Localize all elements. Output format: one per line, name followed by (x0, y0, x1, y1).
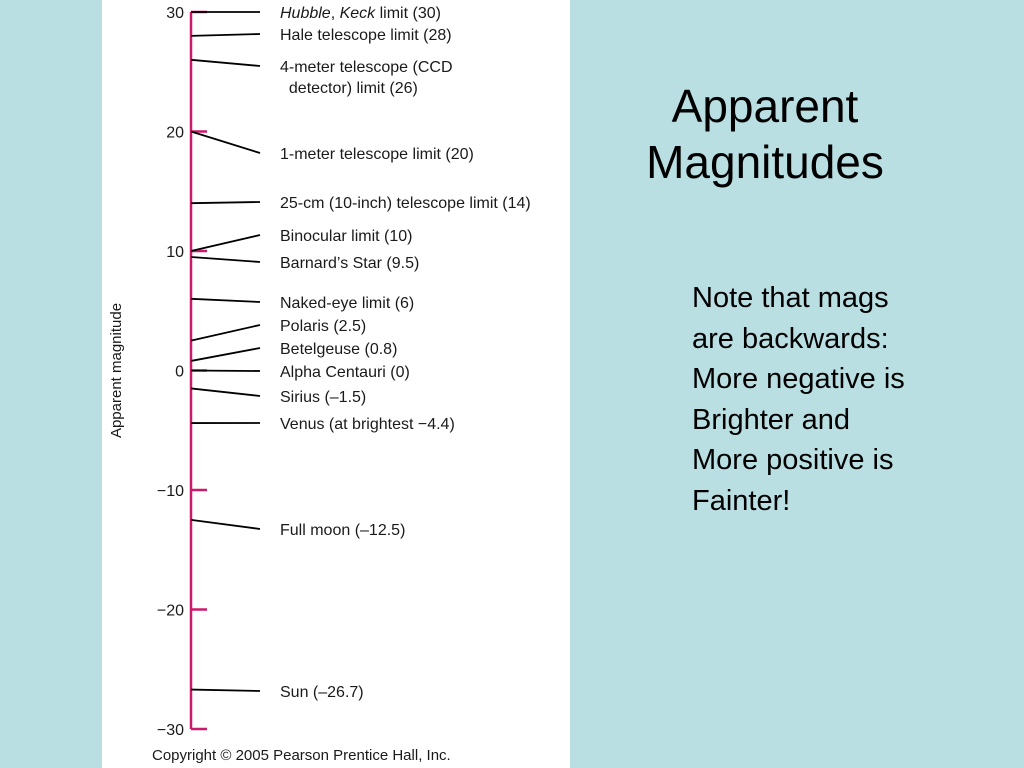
slide-title-line: Magnitudes (646, 136, 884, 188)
marker-label-part: 25-cm (10-inch) telescope limit (14) (280, 195, 531, 212)
marker-label (280, 389, 366, 406)
magnitude-scale-figure (102, 0, 570, 768)
marker-label-part: 1-meter telescope limit (20) (280, 146, 474, 163)
axis-tick-label: 30 (166, 5, 184, 22)
marker-label (280, 27, 452, 44)
marker-label (280, 416, 455, 433)
marker-label-part: Sirius (–1.5) (280, 389, 367, 406)
marker-label-part: limit (30) (375, 5, 441, 22)
marker-label (280, 341, 397, 358)
marker-label: detector) limit (26) (280, 80, 418, 97)
marker-line (191, 34, 260, 36)
marker-label-part: Full moon (–12.5) (280, 522, 406, 539)
axis-title: Apparent magnitude (108, 302, 125, 439)
marker-label (280, 255, 419, 272)
marker-label-part: Polaris (2.5) (280, 318, 367, 335)
magnitude-scale-chart (102, 0, 570, 768)
marker-label: 4-meter telescope (CCD (280, 59, 453, 76)
note-line: Brighter and (692, 403, 850, 436)
marker-label-part: Sun (–26.7) (280, 684, 364, 701)
marker-label-part: Venus (at brightest −4.4) (280, 416, 455, 433)
marker-label-part: Barnard’s Star (9.5) (280, 255, 420, 272)
axis-tick-label: 10 (166, 244, 184, 261)
marker-line (191, 325, 260, 341)
marker-line (191, 202, 260, 203)
marker-line (191, 371, 260, 372)
marker-label (280, 228, 412, 245)
axis-tick-label: 0 (175, 363, 184, 381)
slide-title (600, 78, 930, 190)
axis-tick-label: −30 (156, 722, 184, 739)
marker-line (191, 257, 260, 262)
marker-label-part: Binocular limit (10) (280, 228, 413, 245)
marker-label-part: Betelgeuse (0.8) (280, 341, 398, 358)
marker-line (191, 690, 260, 691)
note-line: Note that mags (692, 282, 889, 314)
marker-line (191, 388, 260, 396)
marker-label-part: Alpha Centauri (0) (280, 364, 410, 381)
note-line: More negative is (692, 363, 905, 395)
note-line: More positive is (692, 444, 894, 476)
axis-tick-label: 20 (166, 124, 184, 142)
slide-note (692, 278, 992, 521)
marker-line (191, 235, 260, 251)
marker-label (280, 295, 414, 312)
marker-label-part: Hubble (280, 5, 331, 22)
marker-label-part: Hale telescope limit (28) (280, 27, 452, 44)
axis-tick-label: −20 (156, 602, 184, 620)
marker-label (280, 146, 474, 163)
marker-label-part: Naked-eye limit (6) (280, 295, 415, 312)
slide-title-line: Apparent (671, 80, 859, 132)
marker-label (280, 318, 366, 335)
note-line: are backwards: (692, 322, 889, 355)
marker-line (191, 299, 260, 302)
note-line: Fainter! (692, 484, 791, 517)
marker-label (280, 364, 410, 381)
marker-line (191, 132, 260, 154)
marker-label-part: Keck (339, 5, 376, 22)
marker-label (280, 195, 531, 212)
marker-label (280, 684, 364, 701)
copyright-text: Copyright © 2005 Pearson Prentice Hall, Inc. (152, 747, 451, 764)
marker-line (191, 348, 260, 361)
marker-label (280, 5, 441, 22)
axis-tick-label: −10 (156, 483, 184, 500)
marker-label-part: , (330, 5, 340, 22)
marker-line (191, 60, 260, 66)
marker-label (280, 522, 405, 539)
marker-line (191, 520, 260, 529)
